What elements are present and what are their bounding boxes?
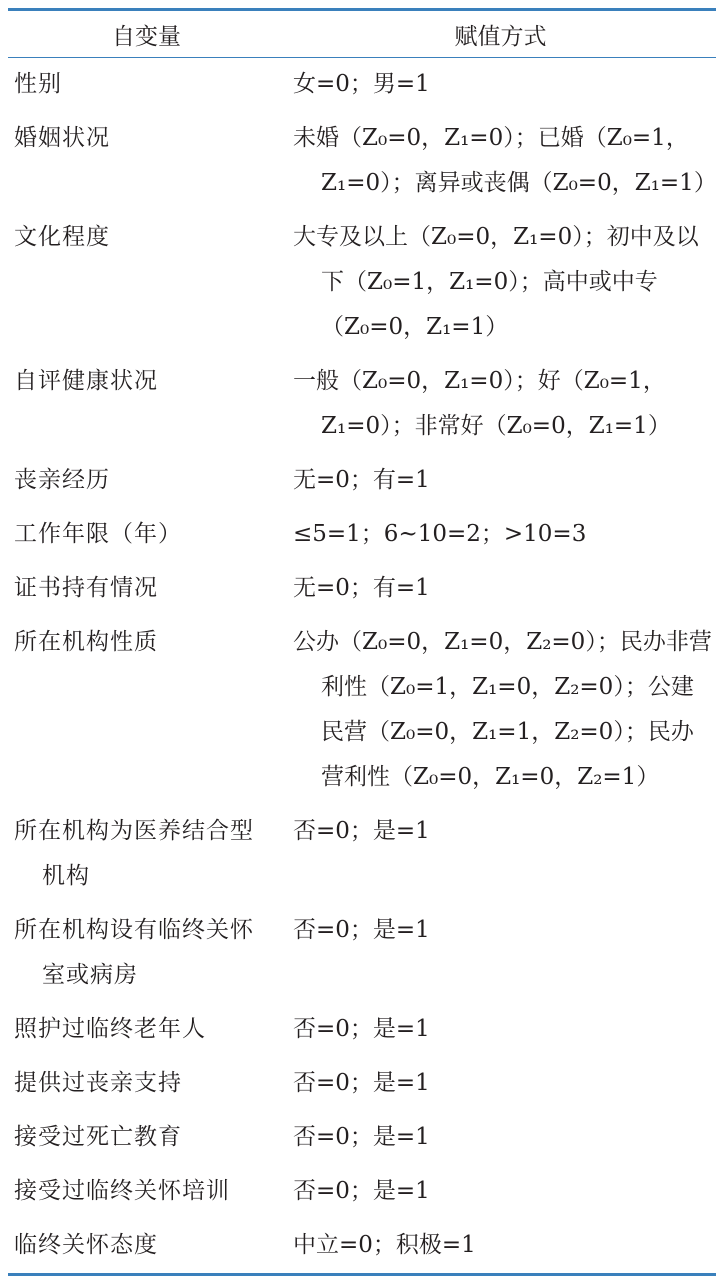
table-row: [8, 1219, 716, 1275]
assignment-value: 否=0；是=1: [293, 818, 430, 844]
assignment-value: 否=0；是=1: [293, 917, 430, 943]
table-row: [8, 1165, 716, 1219]
assignment-cell: [285, 58, 716, 113]
assignment-value: 否=0；是=1: [293, 1124, 430, 1150]
variable-label: 工作年限（年）: [14, 521, 182, 547]
table-row: [8, 112, 716, 211]
variable-cell: [8, 112, 285, 211]
variable-cell: [8, 1165, 285, 1219]
assignment-cell: [285, 211, 716, 355]
assignment-cell: [285, 616, 716, 805]
assignment-cell: [285, 1111, 716, 1165]
assignment-cell: [285, 562, 716, 616]
assignment-value: 女=0；男=1: [293, 71, 430, 97]
variable-cell: [8, 355, 285, 454]
table-body: [8, 58, 716, 1275]
variable-label: 丧亲经历: [14, 467, 110, 493]
assignment-value: 未婚（Z₀=0，Z₁=0）；已婚（Z₀=1，Z₁=0）；离异或丧偶（Z₀=0，Z₁=1）: [293, 125, 717, 196]
assignment-value: 公办（Z₀=0，Z₁=0，Z₂=0）；民办非营利性（Z₀=1，Z₁=0，Z₂=0）；公建民营（Z₀=0，Z₁=1，Z₂=0）；民办营利性（Z₀=0，Z₁=0，Z₂=1）: [293, 629, 712, 790]
table-header: [8, 10, 716, 58]
variable-cell: [8, 58, 285, 113]
variable-label: 自评健康状况: [14, 368, 158, 394]
variable-label: 提供过丧亲支持: [14, 1070, 182, 1096]
variable-cell: [8, 1003, 285, 1057]
assignment-table-container: [8, 8, 716, 1276]
table-row: [8, 904, 716, 1003]
assignment-value: 无=0；有=1: [293, 575, 430, 601]
table-row: [8, 355, 716, 454]
assignment-cell: [285, 904, 716, 1003]
table-row: [8, 58, 716, 113]
variable-cell: [8, 211, 285, 355]
header-row: [8, 10, 716, 58]
header-assignment: 赋值方式: [285, 10, 716, 58]
table-row: [8, 805, 716, 904]
assignment-cell: [285, 1057, 716, 1111]
assignment-value: 否=0；是=1: [293, 1070, 430, 1096]
variable-cell: [8, 904, 285, 1003]
variable-cell: [8, 562, 285, 616]
table-row: [8, 454, 716, 508]
assignment-value: 大专及以上（Z₀=0，Z₁=0）；初中及以下（Z₀=1，Z₁=0）；高中或中专（Z₀=0，Z₁=1）: [293, 224, 699, 340]
variable-label: 文化程度: [14, 224, 110, 250]
variable-label: 临终关怀态度: [14, 1232, 158, 1258]
variable-label: 性别: [14, 71, 62, 97]
assignment-cell: [285, 508, 716, 562]
variable-cell: [8, 454, 285, 508]
assignment-value: 否=0；是=1: [293, 1016, 430, 1042]
variable-label: 所在机构为医养结合型机构: [14, 818, 254, 889]
variable-cell: [8, 1111, 285, 1165]
assignment-cell: [285, 112, 716, 211]
variable-cell: [8, 508, 285, 562]
variable-cell: [8, 1057, 285, 1111]
assignment-value: 无=0；有=1: [293, 467, 430, 493]
table-row: [8, 616, 716, 805]
variable-label: 接受过死亡教育: [14, 1124, 182, 1150]
table-row: [8, 1111, 716, 1165]
assignment-value: 中立=0；积极=1: [293, 1232, 476, 1258]
variable-label: 接受过临终关怀培训: [14, 1178, 230, 1204]
assignment-cell: [285, 1165, 716, 1219]
variable-cell: [8, 616, 285, 805]
assignment-value: 一般（Z₀=0，Z₁=0）；好（Z₀=1，Z₁=0）；非常好（Z₀=0，Z₁=1）: [293, 368, 671, 439]
assignment-cell: [285, 1003, 716, 1057]
assignment-value: 否=0；是=1: [293, 1178, 430, 1204]
variable-label: 所在机构设有临终关怀室或病房: [14, 917, 254, 988]
variable-label: 照护过临终老年人: [14, 1016, 206, 1042]
assignment-cell: [285, 454, 716, 508]
variable-label: 婚姻状况: [14, 125, 110, 151]
assignment-cell: [285, 355, 716, 454]
assignment-cell: [285, 1219, 716, 1275]
table-row: [8, 1003, 716, 1057]
header-variable: 自变量: [8, 10, 285, 58]
variable-label: 所在机构性质: [14, 629, 158, 655]
variable-assignment-table: [8, 8, 716, 1276]
table-row: [8, 1057, 716, 1111]
table-row: [8, 562, 716, 616]
assignment-value: ≤5=1；6~10=2；>10=3: [293, 521, 587, 547]
assignment-cell: [285, 805, 716, 904]
variable-label: 证书持有情况: [14, 575, 158, 601]
table-row: [8, 508, 716, 562]
table-row: [8, 211, 716, 355]
variable-cell: [8, 805, 285, 904]
variable-cell: [8, 1219, 285, 1275]
